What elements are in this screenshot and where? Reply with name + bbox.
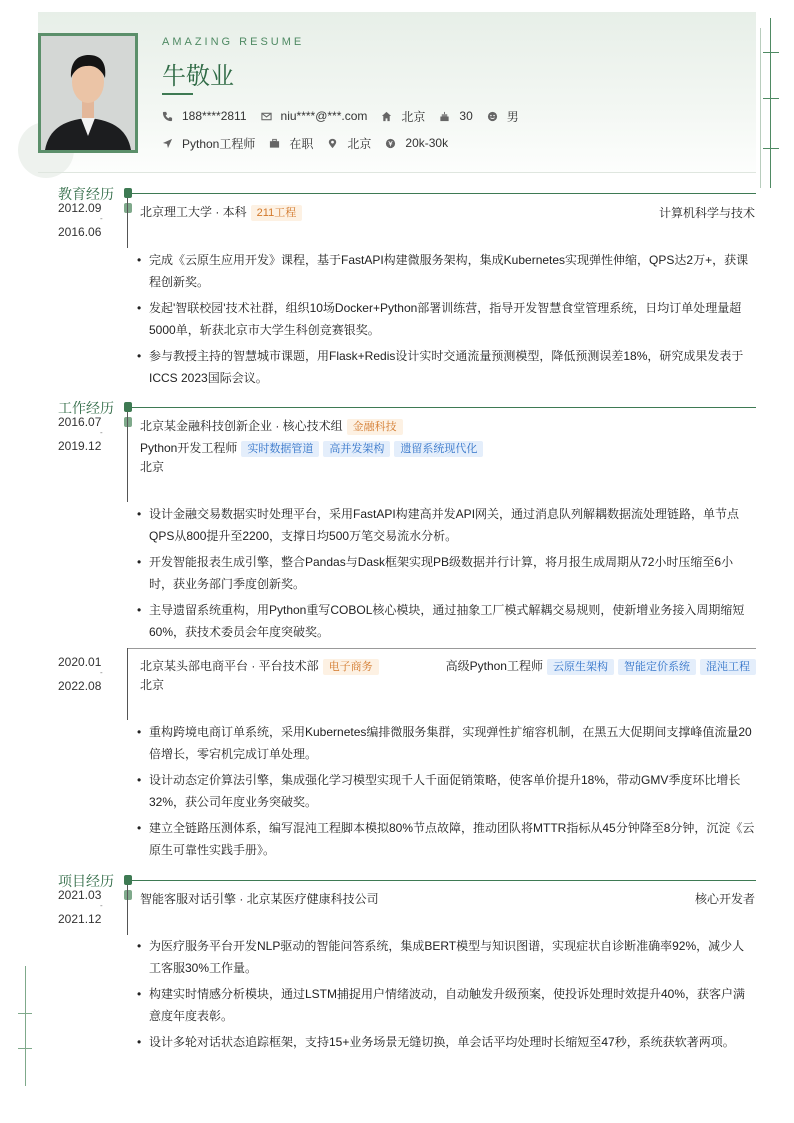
project-start-date: 2021.03 (58, 888, 102, 902)
decor-line-right (770, 18, 771, 188)
info-city (327, 135, 371, 152)
school-name: 北京理工大学 · 本科 (140, 205, 247, 219)
section-marker (124, 875, 132, 885)
section-rule (132, 880, 756, 881)
info-text: 北京 (347, 136, 372, 151)
job1-city: 北京 (140, 460, 165, 474)
company-name: 北京某头部电商平台 · 平台技术部 (140, 659, 319, 673)
skill-tag: 实时数据管道 (241, 441, 319, 457)
decor-line-right-inner (760, 28, 761, 188)
timeline-line (127, 198, 128, 248)
industry-tag: 电子商务 (323, 659, 379, 675)
entry-rule (127, 648, 756, 649)
job1-company (140, 417, 403, 435)
info-salary (385, 136, 448, 150)
school-tag: 211工程 (251, 205, 303, 221)
job2-city: 北京 (140, 678, 165, 692)
timeline-line (127, 412, 128, 502)
skill-tag: 遗留系统现代化 (394, 441, 483, 457)
info-text: niu****@***.com (280, 109, 368, 123)
list-item: • 建立全链路压测体系，编写混沌工程脚本模拟80%节点故障，推动团队将MTTR指标从45分钟降至8分钟，沉淀《云原生可靠性实践手册》。 (137, 817, 756, 861)
location-icon (327, 138, 338, 149)
entry-marker (124, 417, 132, 427)
project-name: 智能客服对话引擎 · 北京某医疗健康科技公司 (140, 892, 379, 906)
cake-icon (439, 111, 450, 122)
skill-tag: 高并发架构 (323, 441, 390, 457)
info-text: 北京 (401, 109, 426, 124)
info-row-1 (162, 108, 533, 124)
section-title-work: 工作经历 (58, 400, 114, 416)
phone-icon (162, 111, 173, 122)
decor-tick (763, 148, 779, 149)
list-item: • 构建实时情感分析模块，通过LSTM捕捉用户情绪波动，自动触发升级预案，使投诉处理时效提升40%，获客户满意度年度表彰。 (137, 983, 756, 1027)
decor-tick (18, 1048, 32, 1049)
job1-end-date: 2019.12 (58, 439, 102, 453)
profile-photo (38, 33, 138, 153)
section-rule (132, 407, 756, 408)
info-hometown (381, 108, 425, 125)
job-role: Python开发工程师 (140, 441, 238, 455)
job-role: 高级Python工程师 (445, 659, 543, 673)
skill-tag: 智能定价系统 (618, 659, 696, 675)
info-text: 男 (506, 109, 519, 124)
list-item: • 主导遗留系统重构，用Python重写COBOL核心模块，通过抽象工厂模式解耦交易规则，使新增业务接入周期缩短60%，获技术委员会年度突破奖。 (137, 599, 756, 643)
section-rule (132, 193, 756, 194)
name-underline (162, 93, 193, 95)
section-title-projects: 项目经历 (58, 873, 114, 889)
project-end-date: 2021.12 (58, 912, 102, 926)
info-text: 在职 (289, 136, 314, 151)
info-age (439, 109, 472, 123)
list-item: • 开发智能报表生成引擎，整合Pandas与Dask框架实现PB级数据并行计算，将月报生成周期从72小时压缩至6小时，获业务部门季度创新奖。 (137, 551, 756, 595)
info-phone (162, 109, 247, 123)
section-marker (124, 188, 132, 198)
list-item: • 设计金融交易数据实时处理平台，采用FastAPI构建高并发API网关，通过消息队列解耦数据流处理链路，单节点QPS从800提升至2200，支撑日均500万笔交易流水分析。 (137, 503, 756, 547)
company-name: 北京某金融科技创新企业 · 核心技术组 (140, 419, 343, 433)
edu-school (140, 203, 302, 221)
salary-icon (385, 138, 396, 149)
decor-line-left (25, 966, 26, 1086)
decor-tick (18, 1013, 32, 1014)
edu-major: 计算机科学与技术 (658, 206, 755, 220)
timeline-line (127, 648, 128, 720)
section-marker (124, 402, 132, 412)
job2-end-date: 2022.08 (58, 679, 102, 693)
decor-tick (763, 52, 779, 53)
briefcase-icon (269, 138, 280, 149)
date-dash: - (100, 901, 103, 910)
job1-start-date: 2016.07 (58, 415, 102, 429)
person-photo-icon (41, 36, 135, 150)
edu-bullets (137, 249, 756, 393)
date-dash: - (100, 214, 103, 223)
job1-bullets (137, 503, 756, 647)
edu-end-date: 2016.06 (58, 225, 102, 239)
date-dash: - (100, 668, 103, 677)
info-text: 20k-30k (405, 136, 449, 150)
header-divider (38, 172, 756, 173)
section-title-education: 教育经历 (58, 186, 114, 202)
entry-marker (124, 890, 132, 900)
info-email (261, 109, 368, 123)
info-status (269, 135, 313, 152)
job2-start-date: 2020.01 (58, 655, 102, 669)
decor-tick (763, 98, 779, 99)
date-dash: - (100, 428, 103, 437)
list-item: • 完成《云原生应用开发》课程，基于FastAPI构建微服务架构，集成Kubernetes实现弹性伸缩，QPS达2万+，获课程创新奖。 (137, 249, 756, 293)
job1-role-row (140, 439, 483, 457)
info-text: Python工程师 (182, 136, 256, 151)
skill-tag: 混沌工程 (700, 659, 756, 675)
info-text: 188****2811 (182, 109, 247, 123)
entry-marker (124, 203, 132, 213)
list-item: • 发起'智联校园'技术社群，组织10场Docker+Python部署训练营，指导开发智慧食堂管理系统，日均订单处理量超5000单，斩获北京市大学生科创竞赛银奖。 (137, 297, 756, 341)
list-item: • 参与教授主持的智慧城市课题，用Flask+Redis设计实时交通流量预测模型，降低预测误差18%，研究成果发表于ICCS 2023国际会议。 (137, 345, 756, 389)
send-icon (162, 138, 173, 149)
skill-tag: 云原生架构 (547, 659, 614, 675)
project-bullets (137, 935, 756, 1057)
timeline-line (127, 885, 128, 935)
list-item: • 设计多轮对话状态追踪框架，支持15+业务场景无缝切换，单会话平均处理时长缩短至47秒，系统获软著两项。 (137, 1031, 756, 1053)
list-item: • 为医疗服务平台开发NLP驱动的智能问答系统，集成BERT模型与知识图谱，实现症状自诊断准确率92%，减少人工客服30%工作量。 (137, 935, 756, 979)
job2-bullets (137, 721, 756, 865)
info-text: 30 (459, 109, 473, 123)
edu-start-date: 2012.09 (58, 201, 102, 215)
job2-role-row (446, 657, 756, 675)
mail-icon (261, 111, 272, 122)
home-icon (381, 111, 392, 122)
job2-company (140, 657, 379, 675)
industry-tag: 金融科技 (347, 419, 403, 435)
list-item: • 设计动态定价算法引擎，集成强化学习模型实现千人千面促销策略，使客单价提升18%，带动GMV季度环比增长32%，获公司年度业务突破奖。 (137, 769, 756, 813)
project-role: 核心开发者 (694, 892, 755, 906)
info-job-target (162, 135, 255, 152)
resume-eyebrow: AMAZING RESUME (162, 36, 305, 48)
candidate-name: 牛敬业 (162, 63, 234, 90)
gender-icon (487, 111, 498, 122)
info-row-2 (162, 135, 462, 151)
list-item: • 重构跨境电商订单系统，采用Kubernetes编排微服务集群，实现弹性扩缩容机制，在黑五大促期间支撑峰值流量20倍增长，零宕机完成订单处理。 (137, 721, 756, 765)
info-gender (487, 108, 519, 125)
